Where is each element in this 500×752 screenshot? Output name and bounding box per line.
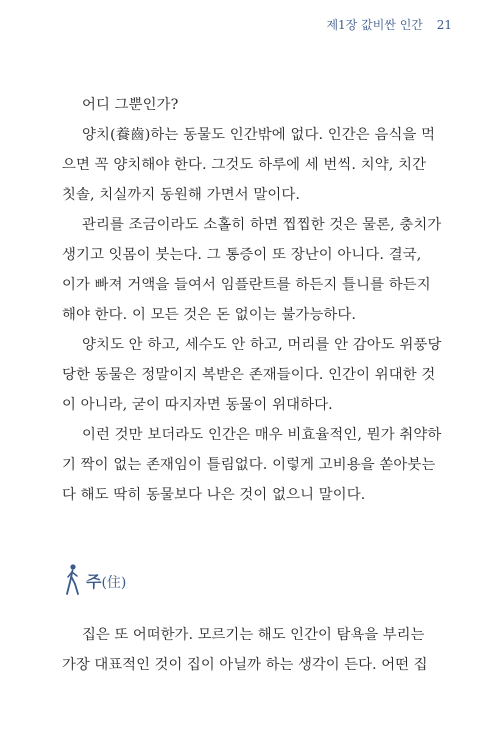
paragraph-line: 어디 그뿐인가?: [82, 97, 179, 113]
section-title-hanja: (住): [101, 574, 127, 591]
section-title-text: 주: [86, 571, 102, 591]
paragraph-line: 생기고 잇몸이 붓는다. 그 통증이 또 장난이 아니다. 결국,: [62, 247, 422, 263]
paragraph-line: 칫솔, 치실까지 동원해 가면서 말이다.: [62, 187, 301, 203]
paragraph-line: 집은 또 어떠한가. 모르기는 해도 인간이 탐욕을 부리는: [82, 627, 425, 643]
paragraph-line: 다 해도 딱히 동물보다 나은 것이 없으니 말이다.: [62, 487, 366, 503]
chapter-label: 제1장: [326, 18, 358, 32]
paragraph-line: 해야 한다. 이 모든 것은 돈 없이는 불가능하다.: [62, 307, 357, 323]
paragraph-line: 이가 빠져 거액을 들여서 임플란트를 하든지 틀니를 하든지: [62, 277, 431, 293]
paragraph-line: 기 짝이 없는 존재임이 틀림없다. 이렇게 고비용을 쏟아붓는: [62, 457, 436, 473]
paragraph-line: 양치도 안 하고, 세수도 안 하고, 머리를 안 감아도 위풍당: [82, 337, 442, 353]
walking-person-icon: [62, 563, 84, 597]
paragraph-line: 관리를 조금이라도 소홀히 하면 찝찝한 것은 물론, 충치가: [82, 217, 442, 233]
paragraph-line: 양치(養齒)하는 동물도 인간밖에 없다. 인간은 음식을 먹: [82, 127, 436, 143]
body-text: [62, 90, 452, 510]
paragraph-line: 이 아니라, 굳이 따지자면 동물이 위대하다.: [62, 397, 333, 413]
section-heading: [62, 563, 126, 597]
section-body-text: [62, 620, 452, 680]
section-title: [86, 569, 126, 592]
page-number: 21: [436, 18, 452, 32]
paragraph-line: 으면 꼭 양치해야 한다. 그것도 하루에 세 번씩. 치약, 치간: [62, 157, 427, 173]
chapter-title: 값비싼 인간: [361, 18, 423, 32]
paragraph-line: 가장 대표적인 것이 집이 아닐까 하는 생각이 든다. 어떤 집: [62, 657, 428, 673]
paragraph-line: 이런 것만 보더라도 인간은 매우 비효율적인, 뭔가 취약하: [82, 427, 442, 443]
paragraph-line: 당한 동물은 정말이지 복받은 존재들이다. 인간이 위대한 것: [62, 367, 436, 383]
running-header: [326, 16, 452, 33]
